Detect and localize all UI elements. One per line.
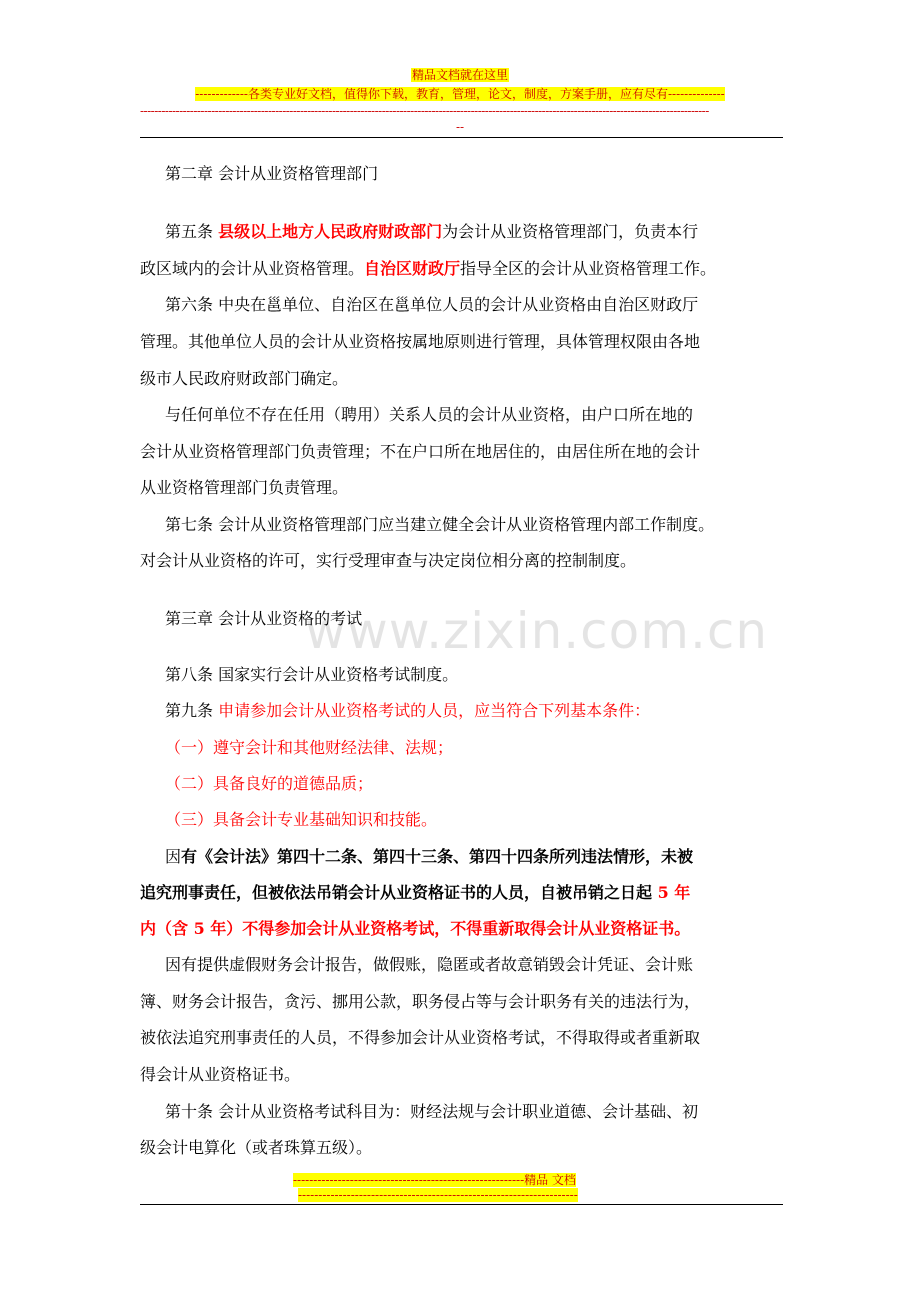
article-9-item-2: （二）具备良好的道德品质； (165, 774, 374, 793)
article-7-line-1: 第七条 会计从业资格管理部门应当建立健全会计从业资格管理内部工作制度。 (165, 515, 715, 534)
chapter-3-title: 第三章 会计从业资格的考试 (165, 609, 363, 628)
article-5-line-2: 政区域内的会计从业资格管理。自治区财政厅指导全区的会计从业资格管理工作。 (140, 259, 717, 278)
footer-label: ---------------------------------------------------------精品 文档 (293, 1173, 576, 1187)
article-6-line-5: 会计从业资格管理部门负责管理；不在户口所在地居住的，由居住所在地的会计 (140, 442, 701, 461)
footer-dash-line: --------------------------------------------------------------------- (298, 1188, 578, 1202)
article-6-line-3: 级市人民政府财政部门确定。 (140, 369, 349, 388)
article-9-line-1: 第九条 申请参加会计从业资格考试的人员，应当符合下列基本条件： (165, 701, 651, 720)
chapter-2-title: 第二章 会计从业资格管理部门 (165, 164, 379, 183)
header-subtitle: -------------各类专业好文档，值得你下载，教育，管理，论文，制度，方案手册，应有尽有-------------- (195, 87, 725, 101)
article-5-line-1: 第五条 县级以上地方人民政府财政部门为会计从业资格管理部门，负责本行 (165, 222, 699, 241)
article-6-line-4: 与任何单位不存在任用（聘用）关系人员的会计从业资格，由户口所在地的 (165, 405, 694, 424)
article-6-line-2: 管理。其他单位人员的会计从业资格按属地原则进行管理，具体管理权限由各地 (140, 332, 701, 351)
header-title: 精品文档就在这里 (411, 68, 508, 82)
article-9-para2-line-4: 得会计从业资格证书。 (140, 1065, 301, 1084)
article-9-item-3: （三）具备会计专业基础知识和技能。 (165, 810, 438, 829)
article-10-line-2: 级会计电算化（或者珠算五级）。 (140, 1138, 373, 1157)
article-8: 第八条 国家实行会计从业资格考试制度。 (165, 665, 459, 684)
article-9-bold-line-2: 追究刑事责任，但被依法吊销会计从业资格证书的人员，自被吊销之日起 5 年 (140, 883, 691, 902)
article-9-para2-line-3: 被依法追究刑事责任的人员，不得参加会计从业资格考试，不得取得或者重新取 (140, 1028, 701, 1047)
article-9-bold-line-1: 因有《会计法》第四十二条、第四十三条、第四十四条所列违法情形，未被 (165, 847, 694, 866)
header-dash-line-end: -- (455, 120, 465, 134)
article-9-para2-line-2: 簿、财务会计报告，贪污、挪用公款，职务侵占等与会计职务有关的违法行为， (140, 992, 701, 1011)
article-10-line-1: 第十条 会计从业资格考试科目为：财经法规与会计职业道德、会计基础、初 (165, 1102, 699, 1121)
article-9-bold-line-3: 内（含 5 年）不得参加会计从业资格考试，不得重新取得会计从业资格证书。 (140, 919, 691, 938)
watermark: www.zixin.com.cn (305, 602, 769, 660)
article-9-para2-line-1: 因有提供虚假财务会计报告，做假账，隐匿或者故意销毁会计凭证、会计账 (165, 955, 694, 974)
header-rule (140, 137, 783, 138)
footer-rule (140, 1204, 783, 1205)
header-dash-line: ---------------------------------------------------------------------------------------------------------------------------------------------------------------- (140, 104, 709, 118)
article-6-line-6: 从业资格管理部门负责管理。 (140, 478, 349, 497)
article-7-line-2: 对会计从业资格的许可，实行受理审查与决定岗位相分离的控制制度。 (140, 551, 637, 570)
article-9-item-1: （一）遵守会计和其他财经法律、法规； (165, 738, 454, 757)
article-6-line-1: 第六条 中央在邕单位、自治区在邕单位人员的会计从业资格由自治区财政厅 (165, 295, 699, 314)
